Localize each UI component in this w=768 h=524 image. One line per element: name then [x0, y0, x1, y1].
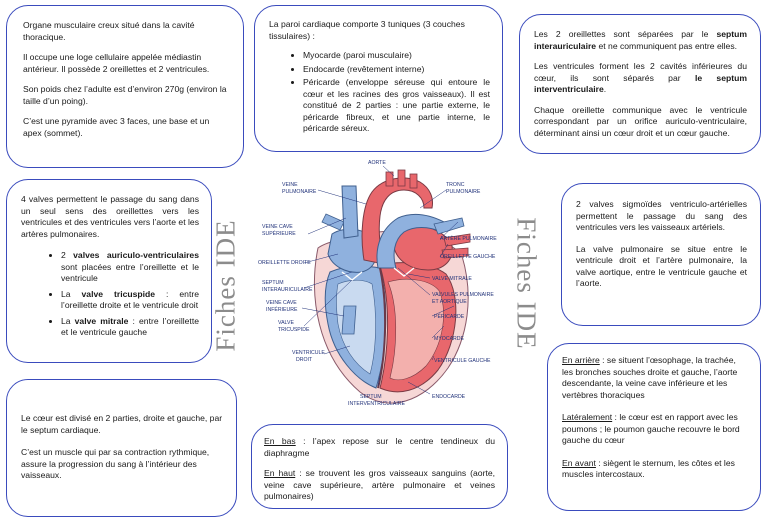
en-arriere-text: En arrière : se situent l’œsophage, la trachée, les bronches souches droite et gauche, l’aorte descendante, la veine cave inférieure et les vertèbres thoraciques	[562, 355, 738, 400]
label-pericarde: PÉRICARDE	[434, 314, 465, 320]
label-vci-1: VEINE CAVE	[266, 300, 297, 306]
label-septum-ia-2: INTERAURICULAIRE	[262, 287, 313, 293]
veine-cave-inferieure-shape	[342, 306, 356, 334]
tuniques-intro: La paroi cardiaque comporte 3 tuniques (3 couches tissulaires) :	[269, 19, 465, 41]
en-bas-text: En bas : l’apex repose sur le centre tendineux du diaphragme	[264, 436, 495, 458]
lateralement-text: Latéralement : le cœur est en rapport avec les poumons ; le poumon gauche recouvre le bord gauche du cœur	[562, 412, 740, 446]
label-tronc-1: TRONC	[446, 182, 465, 188]
label-valve-tricuspide-2: TRICUSPIDE	[278, 327, 310, 333]
tunique-pericarde: • Péricarde (enveloppe séreuse qui entoure le cœur et les racines des gros vaisseaux). Il est constitué de 2 parties : une partie externe, le péricarde fibreux, et une partie interne, le péricarde séreux.	[303, 77, 490, 135]
label-septum-iv-2: INTERVENTRICULAIRE	[348, 401, 405, 407]
label-oreillette-droite: OREILLETTE DROITE	[258, 260, 311, 266]
veine-cave-superieure-shape	[342, 186, 358, 238]
label-septum-ia-1: SEPTUM	[262, 280, 284, 286]
label-veine-pulmonaire-1: VEINE	[282, 182, 298, 188]
heart-diagram	[248, 156, 520, 424]
valve-mitrale: • La valve mitrale : entre l’oreillette et le ventricule gauche	[61, 316, 199, 339]
septum-interauriculaire-text: Les 2 oreillettes sont séparées par le septum interauriculaire et ne communiquent pas entre elles.	[534, 29, 747, 51]
label-septum-iv-1: SEPTUM	[360, 394, 382, 400]
pyramide-text: C’est une pyramide avec 3 faces, une base et un apex (sommet).	[23, 116, 210, 138]
card-septum	[6, 379, 237, 517]
organe-text: Organe musculaire creux situé dans la cavité thoracique.	[23, 20, 195, 42]
card-sigmoides	[561, 183, 761, 326]
tunique-myocarde: • Myocarde (paroi musculaire)	[303, 50, 490, 62]
label-ventricule-droit-2: DROIT	[296, 357, 313, 363]
valve-pulmonaire-text: La valve pulmonaire se situe entre le ventricule droit et l’artère pulmonaire, la valve aortique, entre le ventricule gauche et l’aorte.	[576, 243, 747, 289]
label-valvules-1: VALVULES PULMONAIRE	[432, 292, 494, 298]
septum-text: Le cœur est divisé en 2 parties, droite et gauche, par le septum cardiaque.	[21, 413, 223, 435]
valve-av: • 2 valves auriculo-ventriculaires sont placées entre l’oreillette et le ventricule	[61, 250, 199, 285]
tunique-endocarde: • Endocarde (revêtement interne)	[303, 64, 490, 76]
label-endocarde: ENDOCARDE	[432, 394, 466, 400]
tuniques-list	[269, 50, 490, 135]
septum-interventriculaire-text: Les ventricules forment les 2 cavités inférieures du cœur, ils sont séparés par le septum interventriculaire.	[534, 61, 747, 95]
valve-tricuspide: • La valve tricuspide : entre l’oreillette droite et le ventricule droit	[61, 289, 199, 312]
card-valves	[6, 179, 212, 363]
label-aorte: AORTE	[368, 160, 386, 166]
label-myocarde: MYOCARDE	[434, 336, 464, 342]
label-valvules-2: ET AORTIQUE	[432, 299, 467, 305]
mediastin-text: Il occupe une loge cellulaire appelée médiastin antérieur. Il possède 2 oreillettes et 2 ventricules.	[23, 52, 210, 74]
card-rapports	[547, 343, 761, 511]
valves-list	[21, 250, 199, 339]
sigmoides-text: 2 valves sigmoïdes ventriculo-artérielles permettent le passage du sang des ventricules vers les vaisseaux artériels.	[576, 199, 747, 233]
card-tuniques	[254, 5, 503, 152]
watermark-left: Fiches IDE	[210, 219, 241, 352]
label-vci-2: INFÉRIEURE	[266, 307, 298, 313]
card-bas-haut	[251, 424, 508, 509]
card-organe	[6, 5, 244, 168]
label-tronc-2: PULMONAIRE	[446, 189, 481, 195]
label-valve-mitrale: VALVE MITRALE	[432, 276, 472, 282]
valves-intro: 4 valves permettent le passage du sang dans un seul sens des oreillettes vers les ventricules et des ventricules vers l’aorte et les artères pulmonaires.	[21, 194, 199, 239]
en-avant-text: En avant : siègent le sternum, les côtes et les muscles intercostaux.	[562, 457, 735, 480]
label-vcs-1: VEINE CAVE	[262, 224, 293, 230]
label-veine-pulmonaire-2: PULMONAIRE	[282, 189, 317, 195]
watermark-right: Fiches IDE	[511, 217, 542, 350]
label-ventricule-gauche: VENTRICULE GAUCHE	[434, 358, 491, 364]
orifice-text: Chaque oreillette communique avec le ventricule correspondant par un orifice auriculo-ventriculaire, déterminant ainsi un cœur droit et un cœur gauche.	[534, 104, 747, 138]
label-artere-pulmonaire: ARTÈRE PULMONAIRE	[440, 236, 497, 242]
en-haut-text: En haut : se trouvent les gros vaisseaux sanguins (aorte, veine cave supérieure, artère pulmonaire et veines pulmonaires)	[264, 468, 495, 502]
label-valve-tricuspide-1: VALVE	[278, 320, 294, 326]
poids-text: Son poids chez l’adulte est d’environ 270g (environ la taille d’un poing).	[23, 84, 227, 106]
label-vcs-2: SUPÉRIEURE	[262, 231, 296, 237]
label-ventricule-droit-1: VENTRICULE	[292, 350, 325, 356]
contraction-text: C’est un muscle qui par sa contraction rythmique, assure la progression du sang à l’intérieur des vaisseaux.	[21, 447, 210, 481]
label-oreillette-gauche: OREILLETTE GAUCHE	[440, 254, 496, 260]
card-oreillettes	[519, 14, 761, 154]
